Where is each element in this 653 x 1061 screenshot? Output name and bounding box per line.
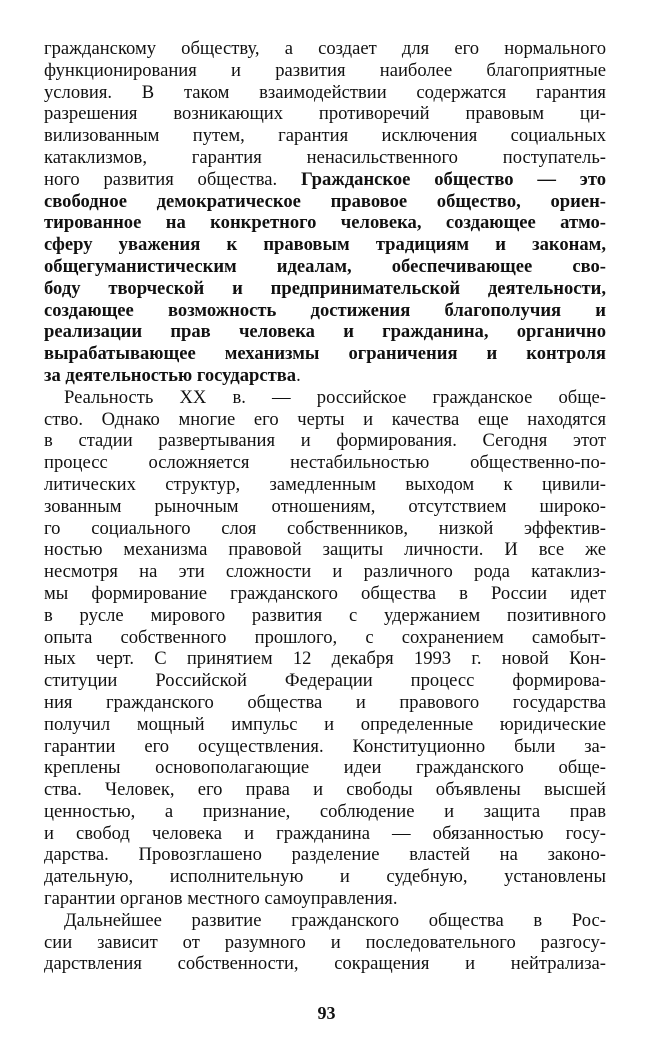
- text-line: [44, 234, 606, 256]
- text: процесс осложняется нестабильностью общественно-по-: [44, 452, 606, 474]
- text-line: [44, 518, 606, 540]
- text-line: [44, 256, 606, 278]
- bold-text: общегуманистическим идеалам, обеспечивающее сво-: [44, 255, 606, 277]
- text: гарантии органов местного самоуправления.: [44, 888, 398, 910]
- text-line: [44, 300, 606, 322]
- text-line: [44, 60, 606, 82]
- page-number: 93: [317, 1003, 336, 1023]
- text-line: [44, 627, 606, 649]
- text-line: [44, 147, 606, 169]
- text-line: [44, 605, 606, 627]
- text-line: [44, 932, 606, 954]
- text-line: [44, 430, 606, 452]
- text: дарствления собственности, сокращения и нейтрализа-: [44, 953, 606, 975]
- text: сии зависит от разумного и последовательного разгосу-: [44, 931, 606, 953]
- text-line: [44, 343, 606, 365]
- text-line: [44, 866, 606, 888]
- text-line: [44, 888, 606, 910]
- paragraph: [44, 387, 606, 910]
- text: зованным рыночным отношениям, отсутствием широко-: [44, 495, 606, 517]
- text: литических структур, замедленным выходом к цивили-: [44, 473, 606, 495]
- text: ституции Российской Федерации процесс формирова-: [44, 670, 606, 692]
- text-line: [44, 953, 606, 975]
- text: в русле мирового развития с удержанием позитивного: [44, 604, 606, 626]
- text-line: [44, 801, 606, 823]
- text: мы формирование гражданского общества в России идет: [44, 582, 606, 604]
- text-line: [44, 169, 606, 191]
- text: дательную, исполнительную и судебную, установлены: [44, 866, 606, 888]
- bold-text: боду творческой и предпринимательской деятельности,: [44, 277, 606, 299]
- text-line: [44, 452, 606, 474]
- text-line: [44, 212, 606, 234]
- text: в стадии развертывания и формирования. Сегодня этот: [44, 430, 606, 452]
- text: Дальнейшее развитие гражданского общества в Рос-: [64, 909, 606, 931]
- text-line: [44, 38, 606, 60]
- text: функционирования и развития наиболее благоприятные: [44, 59, 606, 81]
- text-line: [44, 539, 606, 561]
- text: и свобод человека и гражданина — обязанностью госу-: [44, 822, 606, 844]
- text-line: [44, 736, 606, 758]
- text-line: [44, 365, 606, 387]
- text: ния гражданского общества и правового государства: [44, 691, 606, 713]
- text-line: [44, 692, 606, 714]
- text: .: [296, 364, 301, 386]
- text: ных черт. С принятием 12 декабря 1993 г. новой Кон-: [44, 648, 606, 670]
- text: получил мощный импульс и определенные юридические: [44, 713, 606, 735]
- text-line: [44, 125, 606, 147]
- text-line: [44, 561, 606, 583]
- text-line: [44, 910, 606, 932]
- bold-text: Гражданское общество — это: [300, 168, 607, 190]
- text: условия. В таком взаимодействии содержатся гарантия: [44, 81, 606, 103]
- text-line: [44, 321, 606, 343]
- bold-text: сферу уважения к правовым традициям и законам,: [44, 234, 606, 256]
- body-text: [44, 38, 606, 975]
- text-line: [44, 583, 606, 605]
- text: вилизованным путем, гарантия исключения социальных: [44, 125, 606, 147]
- text-line: [44, 409, 606, 431]
- text: ство. Однако многие его черты и качества еще находятся: [44, 408, 606, 430]
- text-line: [44, 670, 606, 692]
- text-line: [44, 714, 606, 736]
- text: Реальность XX в. — российское гражданское обще-: [64, 386, 606, 408]
- text-line: [44, 474, 606, 496]
- bold-text: тированное на конкретного человека, создающее атмо-: [44, 212, 606, 234]
- text-line: [44, 757, 606, 779]
- text-line: [44, 103, 606, 125]
- text: гражданскому обществу, а создает для его нормального: [44, 38, 606, 59]
- text: несмотря на эти сложности и различного рода катаклиз-: [44, 561, 606, 583]
- text: гарантии его осуществления. Конституционно были за-: [44, 735, 606, 757]
- paragraph: [44, 38, 606, 387]
- text-line: [44, 844, 606, 866]
- text: катаклизмов, гарантия ненасильственного поступатель-: [44, 146, 606, 168]
- text-line: [44, 387, 606, 409]
- bold-text: вырабатывающее механизмы ограничения и контроля: [44, 343, 606, 365]
- text-line: [44, 278, 606, 300]
- bold-text: свободное демократическое правовое общество, ориен-: [44, 190, 606, 212]
- bold-text: создающее возможность достижения благополучия и: [44, 299, 606, 321]
- text: го социального слоя собственников, низкой эффектив-: [44, 517, 606, 539]
- text: креплены основополагающие идеи гражданского обще-: [44, 757, 606, 779]
- text-line: [44, 191, 606, 213]
- text-line: [44, 823, 606, 845]
- text: ностью механизма правовой защиты личности. И все же: [44, 539, 606, 561]
- text: ценностью, а признание, соблюдение и защита прав: [44, 800, 606, 822]
- bold-text: за деятельностью государства: [44, 364, 297, 386]
- bold-text: реализации прав человека и гражданина, органично: [44, 321, 606, 343]
- text: ства. Человек, его права и свободы объявлены высшей: [44, 779, 606, 801]
- text: ного развития общества.: [44, 168, 301, 190]
- text: опыта собственного прошлого, с сохранением самобыт-: [44, 626, 606, 648]
- text-line: [44, 496, 606, 518]
- text: разрешения возникающих противоречий правовым ци-: [44, 103, 606, 125]
- paragraph: [44, 910, 606, 975]
- text-line: [44, 82, 606, 104]
- text-line: [44, 648, 606, 670]
- text-line: [44, 779, 606, 801]
- text: дарства. Провозглашено разделение властей на законо-: [44, 844, 606, 866]
